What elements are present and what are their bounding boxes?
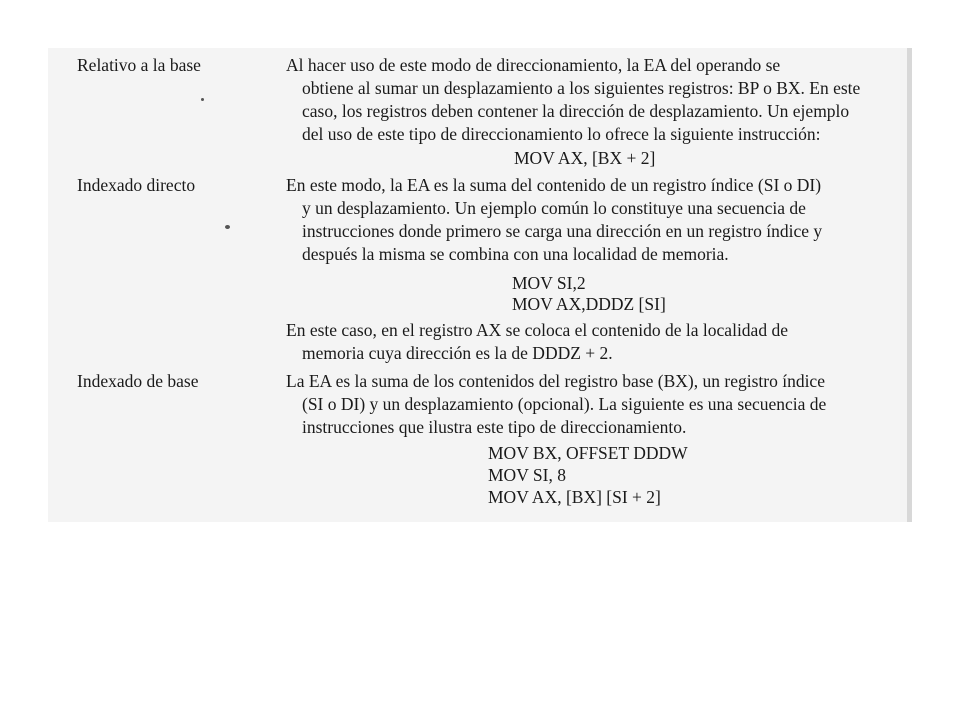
scan-speck [201,98,204,101]
term-indexado-de-base: Indexado de base [77,371,199,391]
code-line: MOV SI,2 [512,273,586,293]
code-line: MOV BX, OFFSET DDDW [488,443,688,463]
definition-line: instrucciones donde primero se carga una dirección en un registro índice y [302,221,823,241]
scanned-page [48,48,912,522]
definition-line: caso, los registros deben contener la dirección de desplazamiento. Un ejemplo [302,101,850,121]
definition-line: En este caso, en el registro AX se coloca el contenido de la localidad de [286,320,788,340]
term-relativo-a-la-base: Relativo a la base [77,55,201,75]
definition-line: La EA es la suma de los contenidos del registro base (BX), un registro índice [286,371,825,391]
definition-line: (SI o DI) y un desplazamiento (opcional). La siguiente es una secuencia de [302,394,827,414]
code-line: MOV AX,DDDZ [SI] [512,294,666,314]
term-indexado-directo: Indexado directo [77,175,196,195]
code-line: MOV AX, [BX + 2] [514,148,656,168]
definition-line: y un desplazamiento. Un ejemplo común lo constituye una secuencia de [302,198,806,218]
definition-line: instrucciones que ilustra este tipo de direccionamiento. [302,417,687,437]
definition-line: obtiene al sumar un desplazamiento a los siguientes registros: BP o BX. En este [302,78,861,98]
definition-line: memoria cuya dirección es la de DDDZ + 2. [302,343,613,363]
definition-line: después la misma se combina con una localidad de memoria. [302,244,729,264]
definition-line: del uso de este tipo de direccionamiento lo ofrece la siguiente instrucción: [302,124,821,144]
definition-line: En este modo, la EA es la suma del contenido de un registro índice (SI o DI) [286,175,822,195]
code-line: MOV SI, 8 [488,465,566,485]
code-line: MOV AX, [BX] [SI + 2] [488,487,661,507]
scan-edge [907,48,912,522]
scan-speck [225,225,230,229]
definition-line: Al hacer uso de este modo de direccionamiento, la EA del operando se [286,55,781,75]
